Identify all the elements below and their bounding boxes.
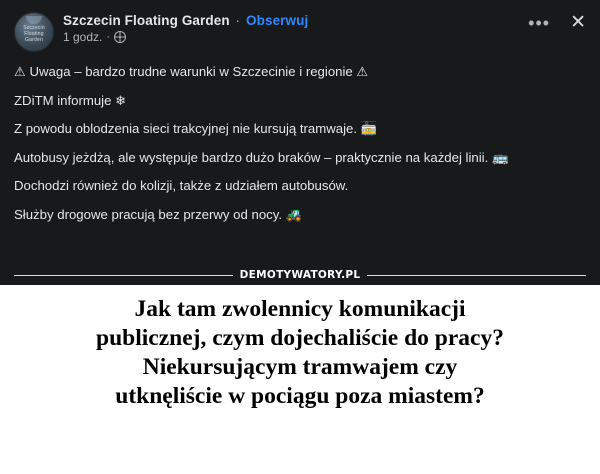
post-body xyxy=(14,62,586,224)
watermark xyxy=(0,269,600,281)
caption-line: publicznej, czym dojechaliście do pracy? xyxy=(96,325,504,351)
more-options-icon[interactable]: ••• xyxy=(528,13,551,33)
post-timestamp[interactable]: 1 godz. xyxy=(63,30,103,44)
page-name-link[interactable]: Szczecin Floating Garden xyxy=(63,13,230,28)
watermark-text: DEMOTYWATORY.PL xyxy=(239,269,361,281)
watermark-rule-left xyxy=(14,275,233,276)
avatar-leaf-icon xyxy=(26,16,42,24)
title-separator: · xyxy=(235,13,241,28)
avatar[interactable] xyxy=(14,12,54,52)
post-line: Z powodu oblodzenia sieci trakcyjnej nie kursują tramwaje. 🚋 xyxy=(14,121,378,136)
post-line: Dochodzi również do kolizji, także z udziałem autobusów. xyxy=(14,178,349,193)
post-header xyxy=(14,12,586,52)
caption-block xyxy=(0,285,600,474)
post-line: ⚠ Uwaga – bardzo trudne warunki w Szczecinie i regionie ⚠ xyxy=(14,64,369,79)
caption-line: utknęliście w pociągu poza miastem? xyxy=(115,383,485,409)
close-icon[interactable]: ✕ xyxy=(570,12,586,33)
post-line: Autobusy jeżdżą, ale występuje bardzo dużo braków – praktycznie na każdej linii. 🚌 xyxy=(14,149,509,165)
globe-icon xyxy=(114,31,126,43)
post-title-line xyxy=(63,13,519,28)
avatar-label: Szczecin Floating Garden xyxy=(23,25,45,43)
post-line: Służby drogowe pracują bez przerwy od nocy. 🚜 xyxy=(14,206,303,222)
post-header-actions xyxy=(528,12,586,33)
watermark-rule-right xyxy=(367,275,586,276)
follow-button[interactable]: Obserwuj xyxy=(246,13,309,28)
post-line: ZDiTM informuje ❄ xyxy=(14,92,127,108)
caption-line: Niekursującym tramwajem czy xyxy=(142,354,458,380)
caption-line: Jak tam zwolennicy komunikacji xyxy=(134,296,466,322)
post-header-text xyxy=(63,12,519,44)
meta-separator: · xyxy=(106,31,111,43)
post-meta-line xyxy=(63,30,519,44)
